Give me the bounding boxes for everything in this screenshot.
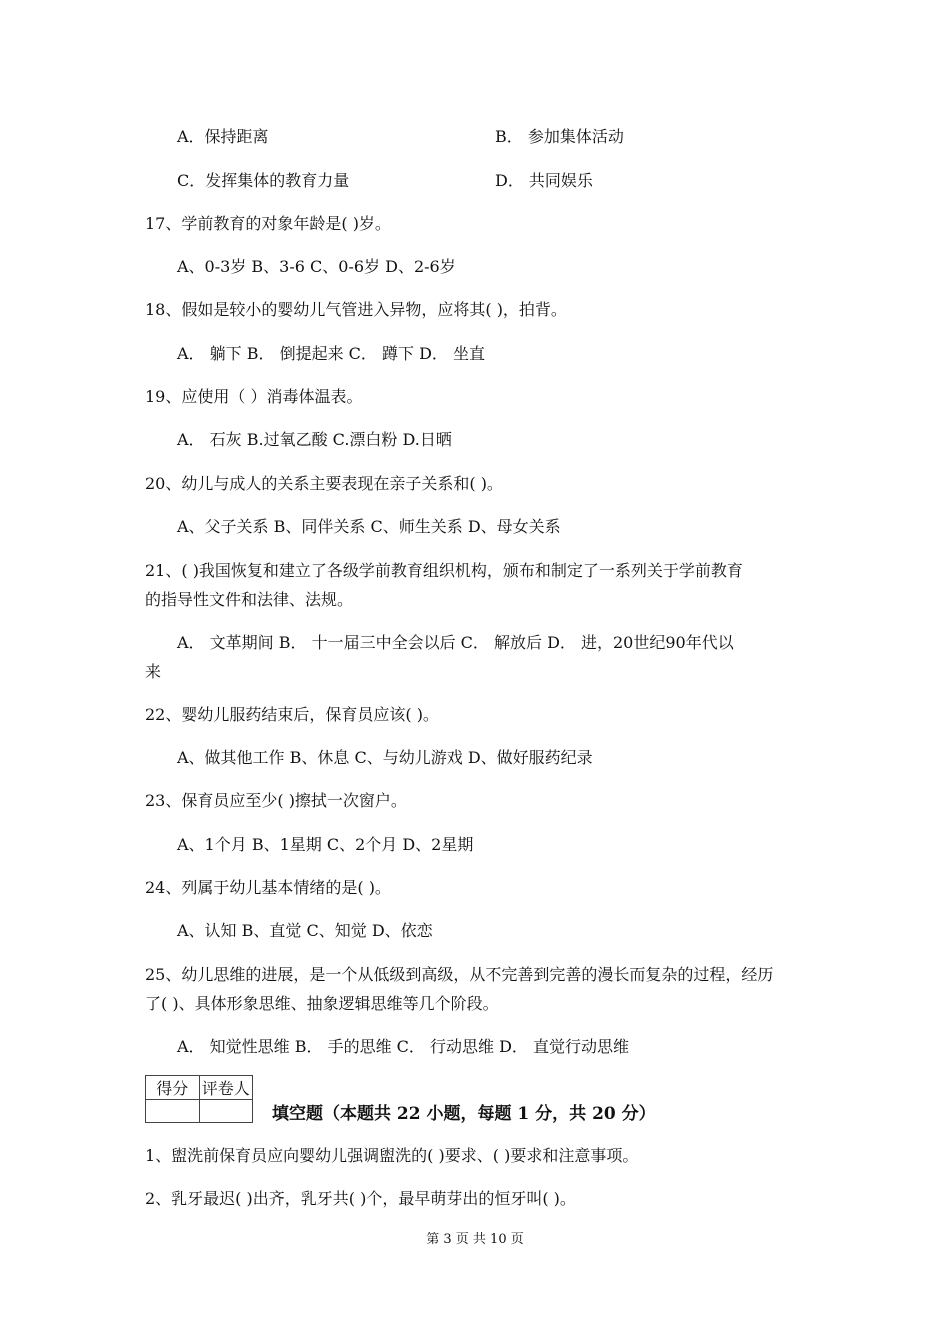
q25-stem-line1: 25、幼儿思维的进展，是一个从低级到高级，从不完善到完善的漫长而复杂的过程，经历 xyxy=(145,965,774,984)
page-footer: 第 3 页 共 10 页 xyxy=(426,1232,524,1247)
q20-options: A、父子关系 B、同伴关系 C、师生关系 D、母女关系 xyxy=(177,517,561,536)
fill-item-1: 1、盥洗前保育员应向婴幼儿强调盥洗的( )要求、( )要求和注意事项。 xyxy=(145,1146,639,1165)
q23-options: A、1个月 B、1星期 C、2个月 D、2星期 xyxy=(177,835,474,854)
q21-stem-line2: 的指导性文件和法律、法规。 xyxy=(145,590,354,609)
q16-option-a: A．保持距离 xyxy=(177,127,269,146)
grader-cell xyxy=(199,1100,253,1123)
q16-option-b: B． 参加集体活动 xyxy=(495,127,624,146)
score-table xyxy=(145,1075,253,1123)
q22-stem: 22、婴幼儿服药结束后，保育员应该( )。 xyxy=(145,705,439,724)
q25-stem-line2: 了( )、具体形象思维、抽象逻辑思维等几个阶段。 xyxy=(145,994,499,1013)
q19-stem: 19、应使用（ ）消毒体温表。 xyxy=(145,387,363,406)
fill-item-2: 2、乳牙最迟( )出齐，乳牙共( )个，最早萌芽出的恒牙叫( )。 xyxy=(145,1189,576,1208)
q23-stem: 23、保育员应至少( )擦拭一次窗户。 xyxy=(145,791,407,810)
q21-options-line1: A． 文革期间 B． 十一届三中全会以后 C． 解放后 D． 进，20世纪90年代以 xyxy=(177,633,734,652)
q21-options-line2: 来 xyxy=(145,662,162,681)
section-title: 填空题（本题共 22 小题，每题 1 分，共 20 分） xyxy=(272,1104,656,1124)
q19-options: A． 石灰 B.过氧乙酸 C.漂白粉 D.日晒 xyxy=(177,430,452,449)
score-cell xyxy=(146,1100,200,1123)
q18-options: A． 躺下 B． 倒提起来 C． 蹲下 D． 坐直 xyxy=(177,344,485,363)
q17-options: A、0-3岁 B、3-6 C、0-6岁 D、2-6岁 xyxy=(177,257,456,276)
q24-options: A、认知 B、直觉 C、知觉 D、依恋 xyxy=(177,921,433,940)
q18-stem: 18、假如是较小的婴幼儿气管进入异物，应将其( )，拍背。 xyxy=(145,300,567,319)
q21-stem-line1: 21、( )我国恢复和建立了各级学前教育组织机构，颁布和制定了一系列关于学前教育 xyxy=(145,561,743,580)
q24-stem: 24、列属于幼儿基本情绪的是( )。 xyxy=(145,878,391,897)
grader-header: 评卷人 xyxy=(199,1076,253,1100)
score-header: 得分 xyxy=(146,1076,200,1100)
q20-stem: 20、幼儿与成人的关系主要表现在亲子关系和( )。 xyxy=(145,474,503,493)
q16-option-d: D． 共同娱乐 xyxy=(495,171,593,190)
q16-option-c: C．发挥集体的教育力量 xyxy=(177,171,350,190)
q25-options: A． 知觉性思维 B． 手的思维 C． 行动思维 D． 直觉行动思维 xyxy=(177,1037,629,1056)
q22-options: A、做其他工作 B、休息 C、与幼儿游戏 D、做好服药纪录 xyxy=(177,748,593,767)
q17-stem: 17、学前教育的对象年龄是( )岁。 xyxy=(145,214,391,233)
